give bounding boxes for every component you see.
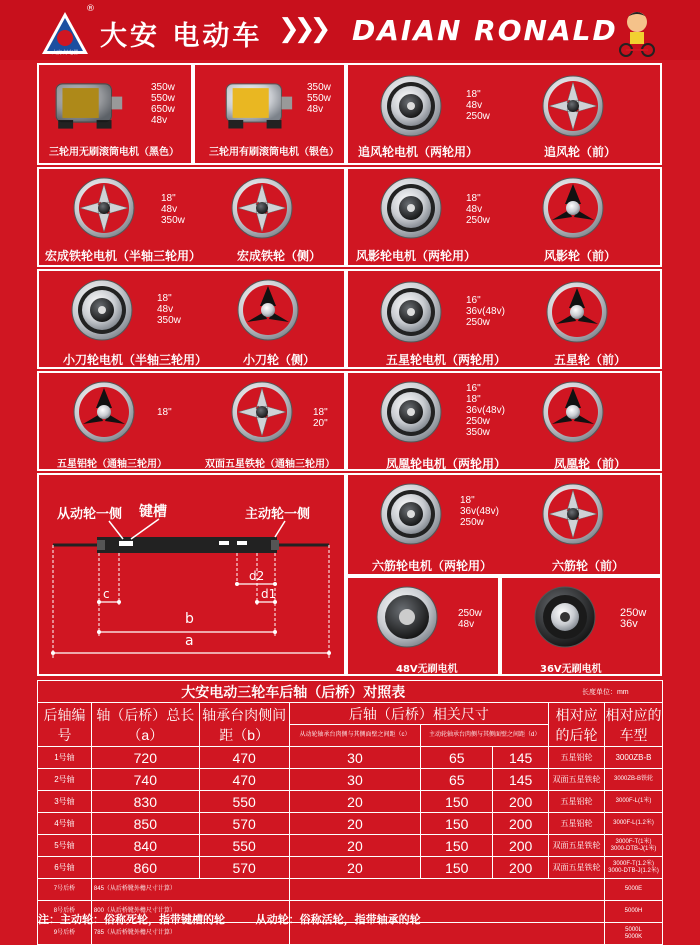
cell-d2: 200 [493, 835, 549, 857]
table-row [38, 857, 663, 879]
cell-bridge-length: 845（从后桥靴外檐尺寸计算） [91, 879, 289, 901]
product-caption: 三轮用无刷滚筒电机（黑色） [49, 147, 179, 158]
spec-list [313, 407, 328, 429]
cell-d2: 200 [493, 813, 549, 835]
cell-total-length: 840 [91, 835, 199, 857]
cell-model: 5000H [605, 901, 663, 923]
cell-model [605, 835, 663, 857]
model-line: 3000F-T(1米) [615, 838, 652, 845]
cell-c: 20 [289, 857, 421, 879]
spec-value: 650w [151, 104, 175, 115]
spec-value: 550w [307, 93, 331, 104]
spec-value: 48v [466, 204, 483, 215]
header-cell: 相对应的车型 [605, 703, 663, 747]
footnote: 注：主动轮：俗称死轮，指带键槽的轮 从动轮：俗称活轮，指带轴承的轮 [38, 913, 421, 926]
model-line: 5000L [625, 926, 642, 933]
spec-value: 18" [161, 193, 176, 204]
wuxing-hub-motor-image [378, 279, 444, 345]
spec-value: 250w [620, 607, 647, 619]
axle-diagram-panel [37, 473, 346, 676]
spec-list [458, 608, 482, 630]
driven-side-label: 从动轮一侧 [57, 507, 123, 522]
spec-value: 36v(48v) [460, 506, 499, 517]
cell-d2: 145 [493, 769, 549, 791]
spec-value: 36v(48v) [466, 405, 505, 416]
spec-value: 18" [466, 193, 481, 204]
spec-list [466, 383, 505, 438]
spec-value: 550w [151, 93, 175, 104]
cell-axle-id: 2号轴 [38, 769, 92, 791]
cell-wheel: 双面五星铁轮 [549, 835, 605, 857]
cell-total-length: 740 [91, 769, 199, 791]
cell-bearing-spacing: 470 [199, 769, 289, 791]
product-caption: 五星轮（前） [554, 353, 627, 367]
axle-reference-table [37, 680, 663, 945]
product-caption: 双面五星铁轮（通轴三轮用） [205, 459, 335, 470]
table-row [38, 791, 663, 813]
cell-bearing-spacing: 570 [199, 813, 289, 835]
cell-model: 3000ZB-B铁轮 [605, 769, 663, 791]
spec-value: 36v [620, 618, 638, 630]
drive-side-label: 主动轮一侧 [245, 507, 311, 522]
header-cell: 主动轮轴承台肉侧与其侧面壁之间距（d） [421, 725, 549, 747]
zhuifeng-hub-motor-image [378, 73, 444, 139]
cell-axle-id: 3号轴 [38, 791, 92, 813]
product-caption: 36V无刷电机 [540, 664, 602, 675]
product-caption: 凤凰轮电机（两轮用） [386, 457, 507, 471]
product-panel [346, 473, 662, 576]
cell-c: 30 [289, 747, 421, 769]
cell-axle-id: 5号轴 [38, 835, 92, 857]
cell-d1: 65 [421, 747, 493, 769]
product-caption: 风影轮（前） [544, 249, 617, 263]
cell-d1: 150 [421, 857, 493, 879]
product-panel [500, 576, 662, 676]
cell-axle-id: 6号轴 [38, 857, 92, 879]
spec-value: 48v [151, 115, 168, 126]
cell-bearing-spacing: 550 [199, 835, 289, 857]
cell-model: 5000E [605, 879, 663, 901]
spec-list [466, 89, 490, 122]
product-panel [346, 63, 662, 165]
spec-value: 250w [458, 608, 482, 619]
zhuifeng-wheel-image [540, 73, 606, 139]
product-panel [193, 63, 346, 165]
spec-value: 48v [307, 104, 324, 115]
spec-value: 48v [466, 100, 483, 111]
fenghuang-hub-motor-image [378, 379, 444, 445]
header-cell: 从动轮轴承台肉侧与其侧面壁之间距（c） [289, 725, 421, 747]
product-caption: 宏成铁轮电机（半轴三轮用） [45, 249, 202, 263]
cell-d1: 150 [421, 813, 493, 835]
product-caption: 追风轮（前） [544, 145, 617, 159]
product-caption: 凤凰轮（前） [554, 457, 627, 471]
cell-d2: 145 [493, 747, 549, 769]
xiaodao-hub-motor-image [69, 277, 135, 343]
brushless-motor-48v-image [374, 584, 440, 650]
keyway-label: 键槽 [139, 504, 167, 520]
cell-wheel: 五星铝轮 [549, 747, 605, 769]
header-cell: 相对应的后轮 [549, 703, 605, 747]
product-panel [37, 167, 346, 267]
table-row [38, 879, 663, 901]
header-cell: 轴承台肉侧间距（b） [199, 703, 289, 747]
cell-bearing-spacing: 570 [199, 857, 289, 879]
brushless-drum-motor-image [47, 71, 127, 135]
brand-english: DAIAN RONALD [352, 14, 618, 47]
brushed-drum-motor-image [213, 69, 299, 137]
fengying-wheel-image [540, 175, 606, 241]
cell-model [605, 923, 663, 945]
spec-list [307, 82, 331, 115]
fengying-hub-motor-image [378, 175, 444, 241]
table-row [38, 747, 663, 769]
cell-axle-id: 1号轴 [38, 747, 92, 769]
cell-d1: 65 [421, 769, 493, 791]
cell-bridge-id: 9号后桥 [38, 923, 92, 945]
model-line: 3000-DTB-J(1米) [610, 845, 657, 852]
spec-value: 350w [161, 215, 185, 226]
product-caption: 宏成铁轮（侧） [237, 249, 322, 263]
spec-list [151, 82, 175, 126]
product-caption: 六筋轮电机（两轮用） [372, 559, 493, 573]
product-caption: 五星轮电机（两轮用） [386, 353, 507, 367]
dimension-d2: d2 [249, 569, 265, 583]
brand-logo [40, 10, 90, 56]
product-panel [346, 269, 662, 369]
spec-value: 18" [157, 293, 172, 304]
product-panel [37, 63, 193, 165]
product-caption: 六筋轮（前） [552, 559, 625, 573]
hongcheng-wheel-image [229, 175, 295, 241]
spec-value: 48v [458, 619, 475, 630]
spec-list [460, 495, 499, 528]
spec-value: 350w [151, 82, 175, 93]
cell-total-length: 860 [91, 857, 199, 879]
cell-model: 3000ZB-B [605, 747, 663, 769]
xiaodao-wheel-image [235, 277, 301, 343]
hongcheng-hub-motor-image [71, 175, 137, 241]
liujin-wheel-image [540, 481, 606, 547]
product-caption: 五星铝轮（通轴三轮用） [57, 459, 167, 470]
spec-list [466, 295, 505, 328]
cell-model: 3000F-L(1米) [605, 791, 663, 813]
header-cell: 后轴（后桥）相关尺寸 [289, 703, 549, 725]
table-title: 大安电动三轮车后轴（后桥）对照表 [38, 681, 549, 703]
cell-bridge-length: 785（从后桥靴外檐尺寸计算） [91, 923, 289, 945]
logo-text: 大安·好电器 [51, 50, 79, 56]
fenghuang-wheel-image [540, 379, 606, 445]
cell-c: 20 [289, 835, 421, 857]
cell-axle-id: 4号轴 [38, 813, 92, 835]
spec-value: 250w [466, 111, 490, 122]
cell-wheel: 双面五星铁轮 [549, 769, 605, 791]
spec-value: 48v [161, 204, 178, 215]
spec-list [620, 608, 646, 630]
double-wuxing-iron-wheel-image [229, 379, 295, 445]
cell-bridge-length: 800（从后桥靴外檐尺寸计算） [91, 901, 289, 923]
spec-value: 16" [466, 295, 481, 306]
spec-value: 250w [466, 215, 490, 226]
cell-empty [289, 879, 604, 901]
cell-d2: 200 [493, 791, 549, 813]
spec-value: 250w [460, 517, 484, 528]
cell-bridge-id: 8号后桥 [38, 901, 92, 923]
spec-value: 16" [466, 383, 481, 394]
spec-value: 18" [157, 407, 172, 418]
spec-value: 48v [157, 304, 174, 315]
spec-list [161, 193, 185, 226]
spec-value: 20" [313, 418, 328, 429]
brand-name: 大安 电动车 [100, 21, 263, 52]
cell-model: 3000F-L(1.2米) [605, 813, 663, 835]
cell-total-length: 850 [91, 813, 199, 835]
table-row [38, 769, 663, 791]
spec-value: 18" [460, 495, 475, 506]
dimension-a: a [185, 633, 194, 649]
dimension-c: c [103, 587, 110, 601]
product-caption: 追风轮电机（两轮用） [358, 145, 479, 159]
spec-value: 250w [466, 416, 490, 427]
brushless-motor-36v-image [532, 584, 598, 650]
spec-value: 18" [466, 394, 481, 405]
product-panel [37, 371, 346, 471]
cell-wheel: 双面五星铁轮 [549, 857, 605, 879]
cell-total-length: 830 [91, 791, 199, 813]
table-row [38, 835, 663, 857]
cell-c: 20 [289, 813, 421, 835]
cell-total-length: 720 [91, 747, 199, 769]
spec-value: 18" [466, 89, 481, 100]
spec-value: 350w [307, 82, 331, 93]
cell-wheel: 五星铝轮 [549, 791, 605, 813]
product-caption: 小刀轮（侧） [243, 353, 316, 367]
product-panel [346, 371, 662, 471]
cell-wheel: 五星铝轮 [549, 813, 605, 835]
cell-d1: 150 [421, 835, 493, 857]
product-caption: 48V无刷电机 [396, 664, 458, 675]
arrow-decoration: ❯❯❯ [278, 14, 326, 44]
cell-model [605, 857, 663, 879]
dimension-d1: d1 [261, 587, 277, 601]
product-panel [346, 167, 662, 267]
product-caption: 风影轮电机（两轮用） [356, 249, 477, 263]
product-caption: 三轮用有刷滚筒电机（银色） [209, 147, 339, 158]
wuxing-aluminum-wheel-image [71, 379, 137, 445]
model-line: 3000F-T(1.2米) [612, 860, 654, 867]
cell-bearing-spacing: 550 [199, 791, 289, 813]
spec-value: 350w [157, 315, 181, 326]
spec-value: 350w [466, 427, 490, 438]
product-panel [346, 576, 500, 676]
model-line: 3000-DTB-J(1.2米) [608, 867, 659, 874]
spec-value: 18" [313, 407, 328, 418]
dimension-b: b [185, 611, 194, 627]
spec-value: 36v(48v) [466, 306, 505, 317]
liujin-hub-motor-image [378, 481, 444, 547]
cell-bearing-spacing: 470 [199, 747, 289, 769]
table-unit: 长度单位：mm [549, 681, 663, 703]
cell-c: 20 [289, 791, 421, 813]
product-caption: 小刀轮电机（半轴三轮用） [63, 353, 208, 367]
spec-value: 250w [466, 317, 490, 328]
wuxing-wheel-image [544, 279, 610, 345]
header-cell: 轴（后桥）总长（a） [91, 703, 199, 747]
spec-list [466, 193, 490, 226]
spec-list [157, 293, 181, 326]
table-row [38, 813, 663, 835]
mascot-image [612, 8, 662, 58]
header-cell: 后轴编号 [38, 703, 92, 747]
spec-list [157, 407, 172, 418]
cell-bridge-id: 7号后桥 [38, 879, 92, 901]
cell-d1: 150 [421, 791, 493, 813]
cell-c: 30 [289, 769, 421, 791]
registered-mark: ® [86, 4, 95, 14]
cell-d2: 200 [493, 857, 549, 879]
product-panel [37, 269, 346, 369]
model-line: 5000K [624, 933, 643, 940]
